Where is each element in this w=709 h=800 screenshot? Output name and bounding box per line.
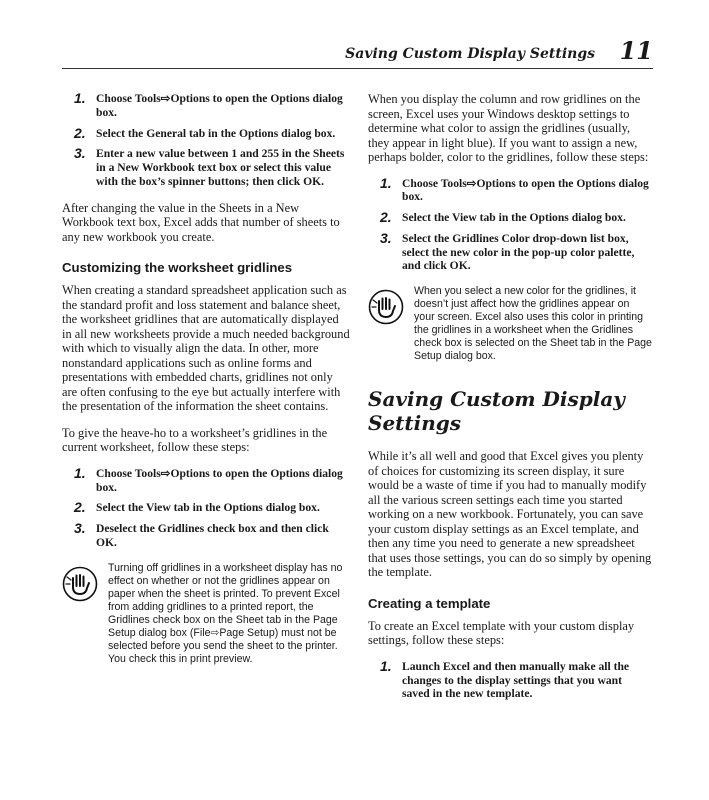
step-number: 2. — [74, 124, 86, 141]
step-item — [62, 464, 350, 495]
paragraph: When creating a standard spreadsheet application such as the standard profit and loss statement and balance sheet, the worksheet gridlines that are automatically displayed in all new worksheets provide a much needed background with which to visually align the data. In other, more nonstandard applications such as online forms and presentations with embedded charts, gridlines not only are often confusing to the eye but actually interfere with the presentation of the information the sheet contains. — [62, 283, 350, 414]
step-item — [62, 147, 350, 188]
step-number: 3. — [74, 520, 86, 537]
page-header — [62, 38, 653, 69]
hand-icon — [368, 289, 404, 325]
left-column — [62, 92, 350, 678]
steps-list — [368, 657, 652, 701]
step-text: Choose Tools⇨Options to open the Options dialog box. — [96, 92, 343, 119]
paragraph: After changing the value in the Sheets in a New Workbook text box, Excel adds that number of sheets to any new workbook you create. — [62, 200, 340, 244]
step-item — [62, 124, 350, 141]
step-item — [368, 211, 652, 225]
step-text: Select the General tab in the Options dialog box. — [96, 126, 336, 140]
step-text: Launch Excel and then manually make all the changes to the display settings that you want saved in the new template. — [402, 659, 630, 701]
paragraph: To create an Excel template with your custom display settings, follow these steps: — [368, 618, 635, 648]
steps-list — [62, 464, 350, 550]
subheading-gridlines: Customizing the worksheet gridlines — [62, 260, 293, 276]
running-head: Saving Custom Display Settings — [345, 46, 595, 62]
step-number: 2. — [74, 499, 86, 516]
paragraph: When you display the column and row gridlines on the screen, Excel uses your Windows desktop settings to determine what color to assign the gridlines (usually, they appear in light blue). If you want to assign a new, perhaps bolder, color to the gridlines, follow these steps: — [368, 92, 649, 164]
step-number: 2. — [380, 209, 392, 226]
steps-list — [62, 92, 350, 189]
step-number: 1. — [380, 174, 392, 191]
step-text: Enter a new value between 1 and 255 in the Sheets in a New Workbook text box or select this value with the box’s spinner buttons; then click OK. — [96, 147, 345, 188]
hand-icon — [62, 566, 98, 602]
right-column — [368, 92, 652, 713]
section-heading: Saving Custom Display Settings — [368, 387, 625, 436]
subheading-template: Creating a template — [368, 595, 491, 611]
steps-list — [368, 174, 652, 274]
step-item — [62, 501, 350, 515]
step-number: 3. — [74, 145, 86, 162]
step-item — [368, 657, 652, 701]
step-item — [368, 174, 652, 205]
step-number: 1. — [74, 90, 86, 106]
step-text: Select the Gridlines Color drop-down list box, select the new color in the pop-up color palette, and click OK. — [402, 231, 635, 273]
note-block — [368, 285, 652, 363]
step-number: 1. — [74, 464, 86, 481]
note-text: When you select a new color for the gridlines, it doesn’t just affect how the gridlines appear on your screen. Excel also uses this color in printing the gridlines in a worksheet when the Gridlines check box is selected on the Sheet tab in the Page Setup dialog box. — [414, 285, 652, 363]
step-number: 3. — [380, 229, 392, 246]
step-item — [62, 92, 350, 120]
note-block — [62, 562, 350, 666]
step-text: Choose Tools⇨Options to open the Options dialog box. — [402, 176, 649, 204]
step-text: Select the View tab in the Options dialog box. — [402, 211, 626, 225]
step-item — [368, 229, 652, 273]
step-item — [62, 522, 350, 550]
step-text: Choose Tools⇨Options to open the Options dialog box. — [96, 466, 343, 494]
paragraph: To give the heave-ho to a worksheet’s gridlines in the current worksheet, follow these steps: — [62, 425, 328, 455]
step-text: Deselect the Gridlines check box and then click OK. — [96, 522, 329, 549]
note-text: Turning off gridlines in a worksheet display has no effect on whether or not the gridlines appear on paper when the sheet is printed. To prevent Excel from adding gridlines to a printed report, the Gridlines check box on the Sheet tab in the Page Setup dialog box (File⇨Page Setup) must not be selected before you send the sheet to the printer. You check this in print preview. — [108, 561, 343, 665]
step-number: 1. — [380, 657, 392, 674]
step-text: Select the View tab in the Options dialog box. — [96, 501, 320, 515]
paragraph: While it’s all well and good that Excel gives you plenty of choices for customizing its screen display, it sure would be a waste of time if you had to manually modify all the various screen settings each time you started working on a new workbook. Fortunately, you can save your custom display settings as an Excel template, and then any time you need to generate a new spreadsheet that uses those settings, you can do so simply by opening the template. — [368, 449, 652, 580]
page-number: 11 — [619, 36, 653, 65]
